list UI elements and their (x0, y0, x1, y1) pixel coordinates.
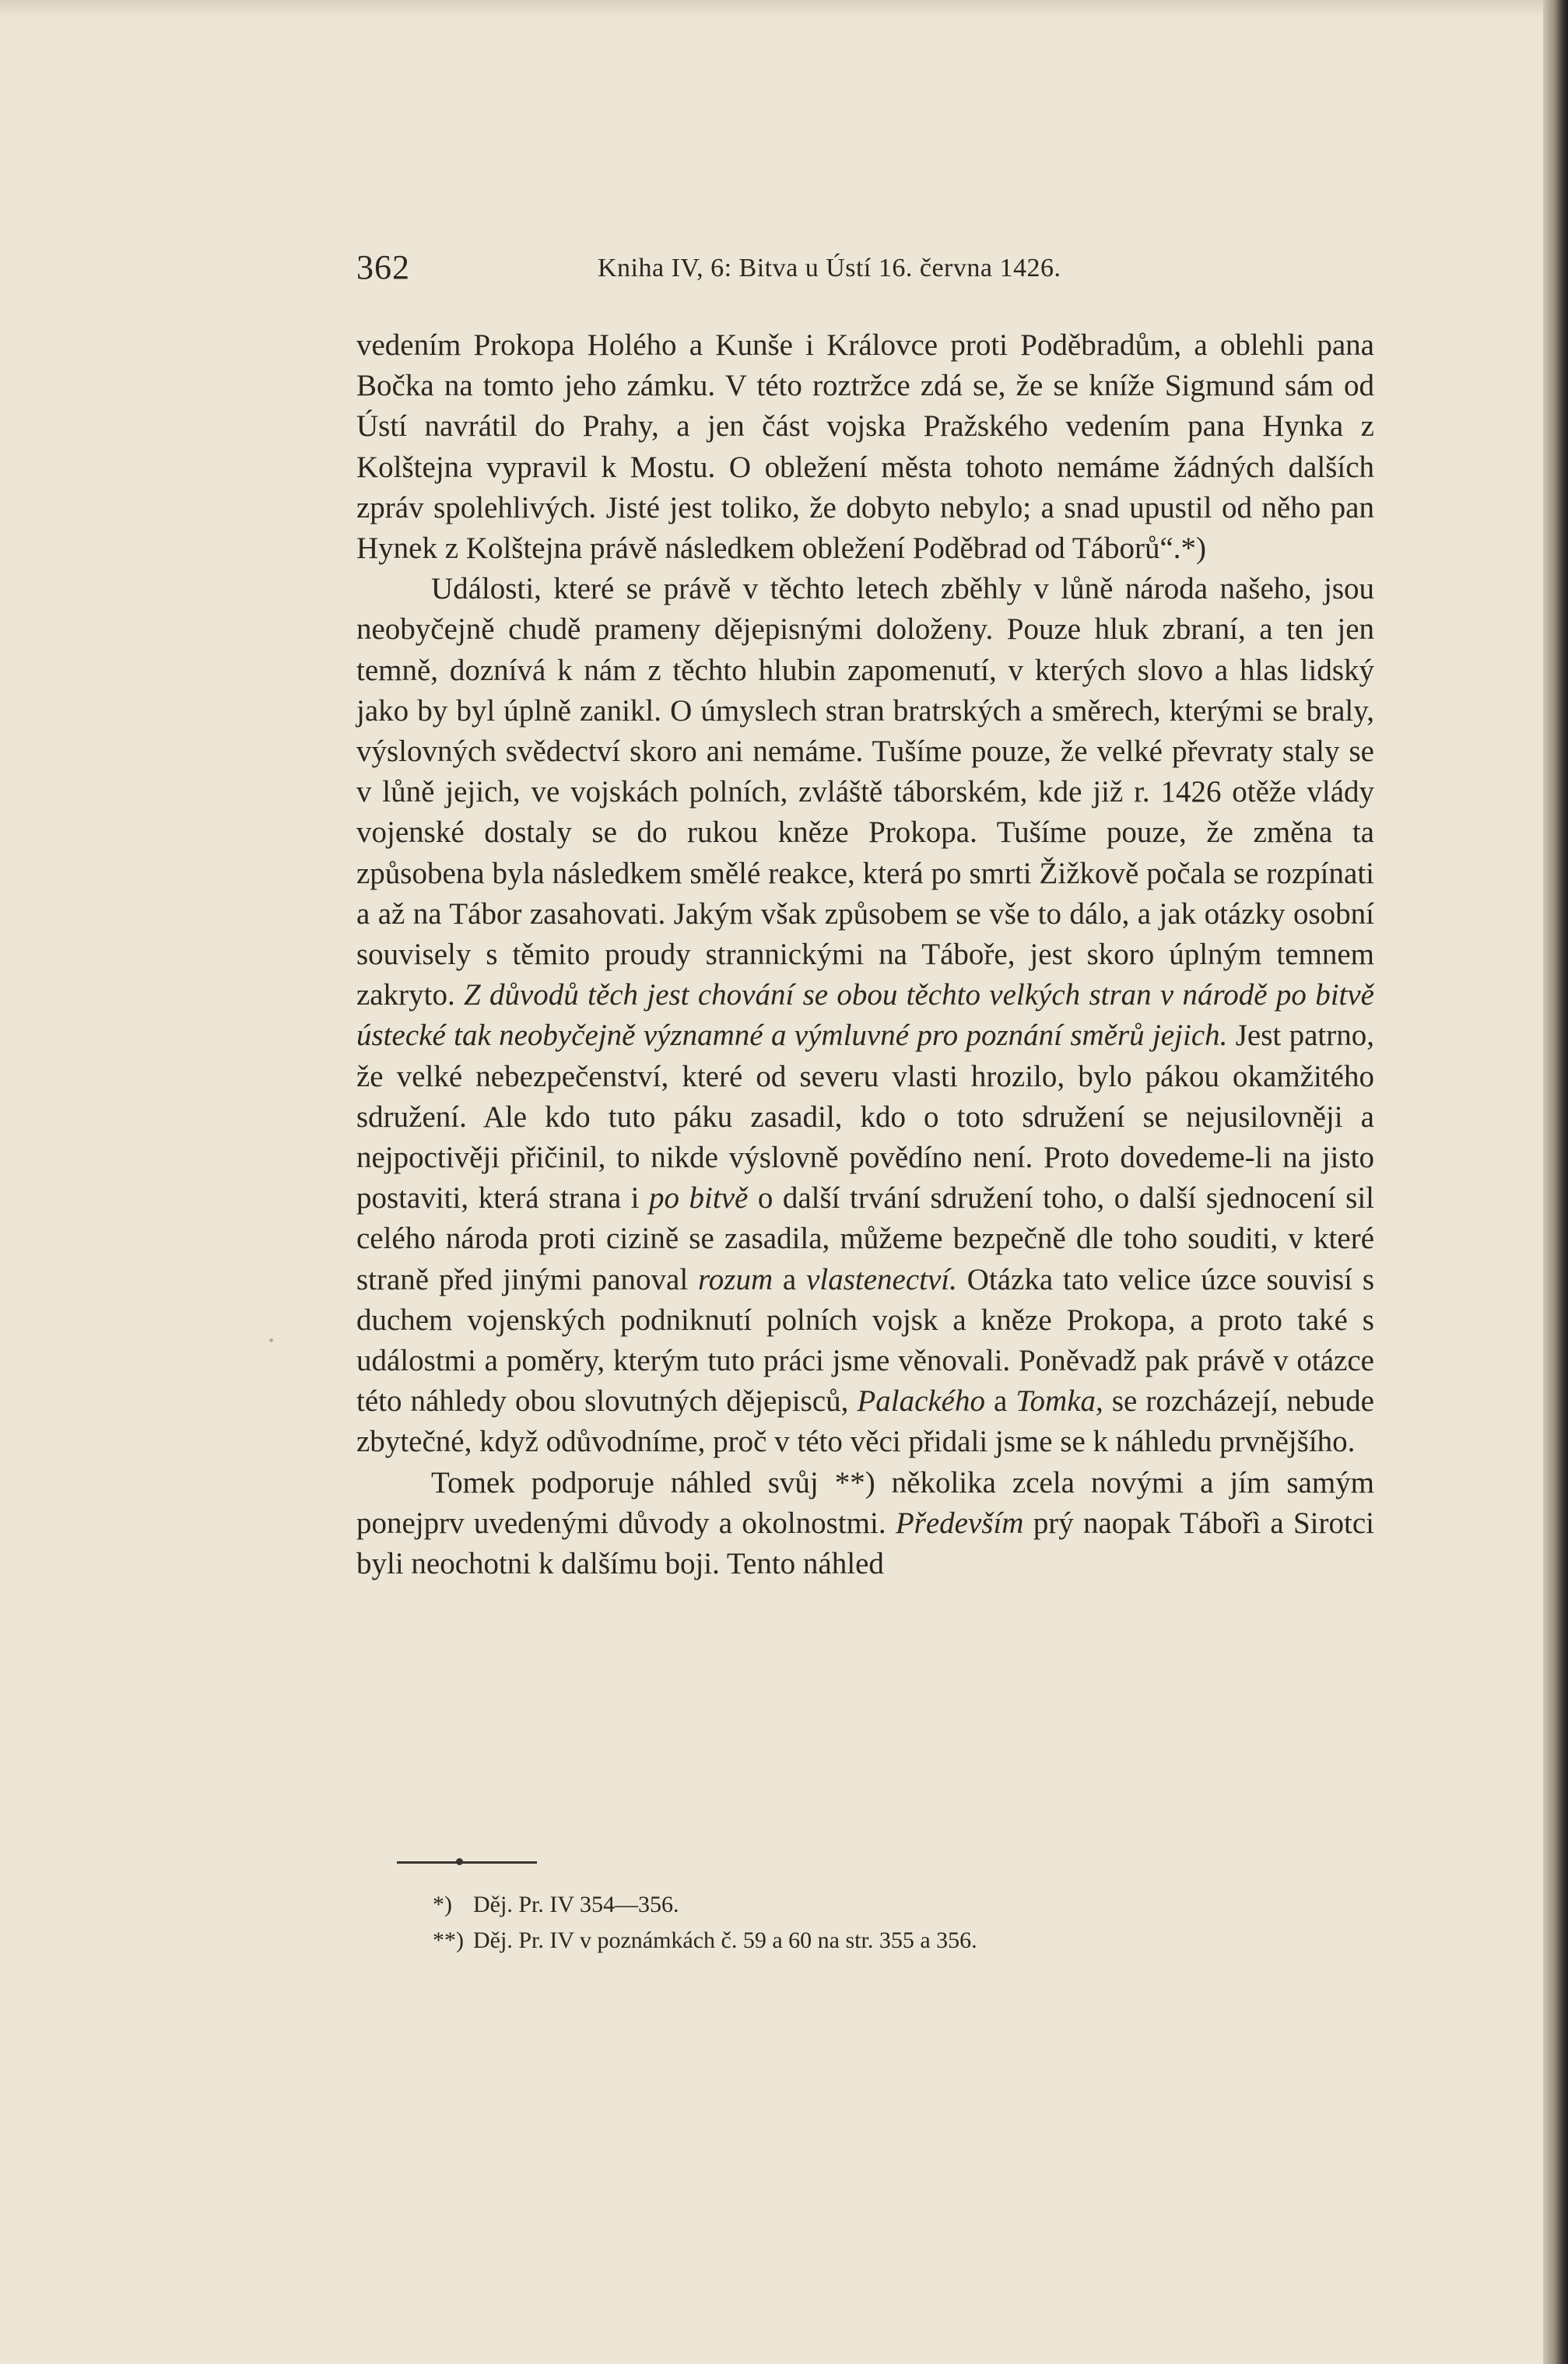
running-head: Kniha IV, 6: Bitva u Ústí 16. června 1426. (598, 254, 1061, 282)
italic-run: rozum (698, 1262, 773, 1296)
text-run: vedením Prokopa Holého a Kunše i Královce proti Poděbradům, a oblehli pana Bočka na tomto jeho zámku. V této roztržce zdá se, že se kníže Sigmund sám od Ústí navrátil do Prahy, a jen část vojska Pražského vedením pana Hynka z Kolštejna vypravil k Mostu. O obležení města tohoto nemáme žádných dalších zpráv spolehlivých. Jisté jest toliko, že dobyto nebylo; a snad upustil od něho pan Hynek z Kolštejna právě následkem obležení Poděbrad od Táborů“.*) (356, 328, 1374, 566)
footnote-mark: *) (433, 1892, 452, 1917)
page-top-shadow (0, 0, 1568, 17)
italic-run: po bitvě (649, 1181, 749, 1215)
paragraph-1 (356, 325, 1374, 569)
footnote-separator-dot (456, 1858, 463, 1865)
page-header (356, 247, 1368, 294)
italic-run: Palackého (857, 1384, 985, 1419)
text-run: o další trvání sdružení toho, o další sjednocení sil celého národa proti cizině se zasadila, můžeme bezpečně dle toho souditi, v které straně před jinými panoval (356, 1181, 1375, 1296)
footnote-1 (433, 1887, 1366, 1923)
main-text (356, 325, 1374, 1584)
footnote-text: Děj. Pr. IV 354—356. (473, 1892, 679, 1917)
paragraph-3 (356, 1463, 1374, 1585)
footnote-2 (433, 1923, 1366, 1959)
italic-run: Tomka, (1016, 1384, 1103, 1419)
footnote-mark: **) (433, 1927, 464, 1953)
text-run: a (773, 1262, 807, 1296)
italic-run: Především (895, 1506, 1024, 1540)
italic-run: Z důvodů těch jest chování se obou těchto velkých stran v národě po bitvě ústecké tak neobyčejně významné a výmluvné pro poznání směrů jejich. (356, 978, 1374, 1053)
text-run: Jest patrno, že velké nebezpečenství, které od severu vlasti hrozilo, bylo pákou okamžitého sdružení. Ale kdo tuto páku zasadil, kdo o toto sdružení se nejusilovněji a nejpoctivěji přičinil, to nikde výslovně povědíno není. Proto dovedeme-li na jisto postaviti, která strana i (356, 1019, 1374, 1215)
text-run: a (985, 1384, 1016, 1419)
italic-run: vlastenectví. (806, 1262, 957, 1296)
footnote-separator-rule (397, 1861, 537, 1864)
page-number: 362 (356, 248, 410, 286)
book-spine-edge (1543, 0, 1568, 2364)
paragraph-2 (356, 569, 1374, 1462)
text-run: prý naopak Tábořì a Sirotci byli neochotni k dalšímu boji. Tento náhled (356, 1506, 1374, 1581)
text-run: Tomek podporuje náhled svůj **) několika zcela novými a jím samým ponejprv uvedenými důvody a okolnostmi. (356, 1465, 1374, 1540)
text-run: Otázka tato velice úzce souvisí s duchem vojenských podniknutí polních vojsk a kněze Prokopa, a proto také s událostmi a poměry, kterým tuto práci jsme věnovali. Poněvadž pak právě v otázce této náhledy obou slovutných dějepisců, (356, 1262, 1375, 1419)
footnotes (433, 1887, 1366, 1959)
text-run: se rozcházejí, nebude zbytečné, když odůvodníme, proč v této věci přidali jsme se k náhledu prvnějšího. (356, 1384, 1374, 1459)
paper-speck (269, 1338, 273, 1342)
footnote-text: Děj. Pr. IV v poznámkách č. 59 a 60 na str. 355 a 356. (473, 1927, 977, 1953)
text-run: Události, které se právě v těchto letech zběhly v lůně národa našeho, jsou neobyčejně chudě prameny dějepisnými doloženy. Pouze hluk zbraní, a ten jen temně, doznívá k nám z těchto hlubin zapomenutí, v kterých slovo a hlas lidský jako by byl úplně zanikl. O úmyslech stran bratrských a směrech, kterými se braly, výslovných svědectví skoro ani nemáme. Tušíme pouze, že velké převraty staly se v lůně jejich, ve vojskách polních, zvláště táborském, kde již r. 1426 otěže vlády vojenské dostaly se do rukou kněze Prokopa. Tušíme pouze, že změna ta způsobena byla následkem smělé reakce, která po smrti Žižkově počala se rozpínati a až na Tábor zasahovati. Jakým však způsobem se vše to dálo, a jak otázky osobní souvisely s těmito proudy strannickými na Táboře, jest skoro úplným temnem zakryto. (356, 572, 1374, 1012)
